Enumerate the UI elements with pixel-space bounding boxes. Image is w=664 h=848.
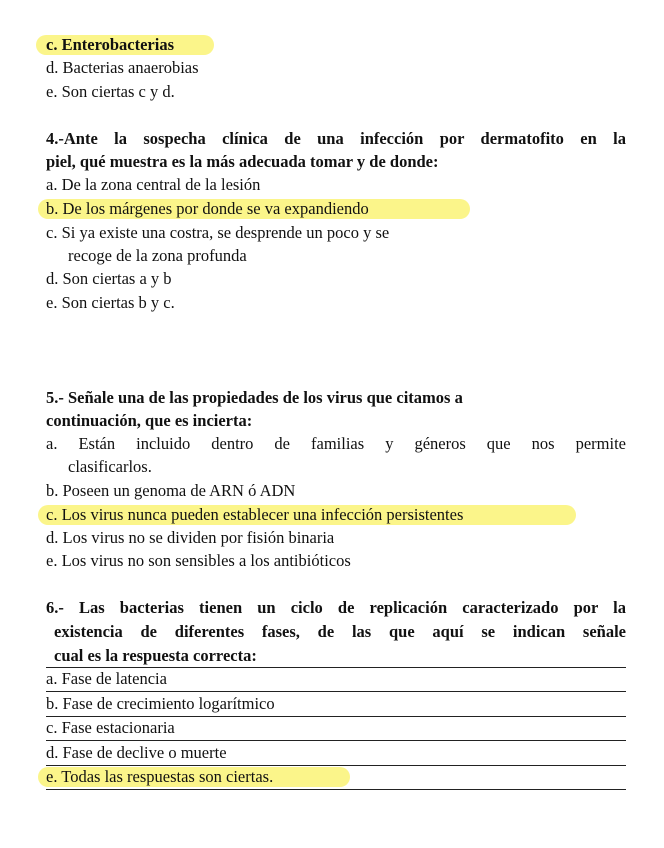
q5-question-line2: continuación, que es incierta: (46, 411, 253, 430)
q6-option-a: a. Fase de latencia (46, 669, 167, 688)
q6-option-c: c. Fase estacionaria (46, 718, 175, 737)
q3-option-e: e. Son ciertas c y d. (46, 82, 175, 101)
q5-question-line1: 5.- Señale una de las propiedades de los virus que citamos a (46, 388, 463, 407)
q6-option-e: e. Todas las respuestas son ciertas. (46, 767, 274, 786)
q4-option-d: d. Son ciertas a y b (46, 269, 172, 288)
q6-option-d: d. Fase de declive o muerte (46, 743, 227, 762)
table-rule (46, 789, 626, 790)
q5-option-c: c. Los virus nunca pueden establecer una infección persistentes (46, 505, 464, 524)
q6-question-line3: cual es la respuesta correcta: (54, 646, 257, 665)
q4-option-c-cont: recoge de la zona profunda (68, 246, 247, 265)
q4-option-a: a. De la zona central de la lesión (46, 175, 261, 194)
q4-option-b: b. De los márgenes por donde se va expandiendo (46, 199, 369, 218)
q4-option-e: e. Son ciertas b y c. (46, 293, 175, 312)
q6-question-line2: existencia de diferentes fases, de las que aquí se indican señale (54, 622, 626, 641)
q5-option-b: b. Poseen un genoma de ARN ó ADN (46, 481, 296, 500)
q5-option-a: a. Están incluido dentro de familias y géneros que nos permite (46, 434, 626, 453)
q5-option-e: e. Los virus no son sensibles a los antibióticos (46, 551, 351, 570)
q4-option-c: c. Si ya existe una costra, se desprende un poco y se (46, 223, 390, 242)
table-rule (46, 691, 626, 692)
q4-question-line1: 4.-Ante la sospecha clínica de una infección por dermatofito en la (46, 129, 626, 148)
q3-option-c: c. Enterobacterias (46, 35, 174, 54)
q5-option-a-cont: clasificarlos. (68, 457, 152, 476)
q3-option-d: d. Bacterias anaerobias (46, 58, 199, 77)
table-rule (46, 740, 626, 741)
q6-option-b: b. Fase de crecimiento logarítmico (46, 694, 275, 713)
q6-question-line1: 6.- Las bacterias tienen un ciclo de replicación caracterizado por la (46, 598, 626, 617)
q5-option-d: d. Los virus no se dividen por fisión binaria (46, 528, 335, 547)
q4-question-line2: piel, qué muestra es la más adecuada tomar y de donde: (46, 152, 439, 171)
